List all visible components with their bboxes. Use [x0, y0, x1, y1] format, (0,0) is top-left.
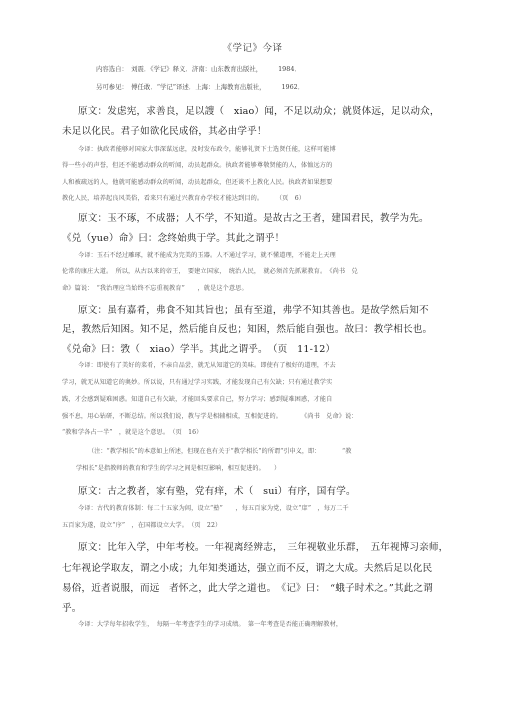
original-text-line: 七年视论学取友，谓之小成；九年知类通达，强立而不反，谓之大成。夫然后足以化民: [62, 563, 433, 574]
original-text-line: 原文：古之教者，家有塾，党有痒，术（ sui）有序，国有学。: [78, 486, 356, 497]
original-text-line: 《兑（yue）命》曰：念终始典于学。其此之谓乎！: [62, 233, 285, 244]
translation-line: 得一些小的声誉，但还不能感动群众的听闻，动员起群众。执政者能够尊敬贤能的人，体恤远方的: [62, 162, 333, 169]
original-text-line: 原文：虽有嘉肴，弗食不知其旨也；虽有至道，弗学不知其善也。是故学然后知不: [78, 305, 429, 316]
note-line: 学相长”是指教师的教育和学生的学习之间是相互影响，相互促进的。 ）: [76, 465, 281, 472]
translation-line: 教化人民，培养起良风美俗，看来只有通过兴教育办学校才能达到目的。 （页 6）: [62, 195, 306, 202]
note-line: （注：“教学相长”的本意如上所述，但现在也有关于“教学相长”的所谓“引申义，即： “教: [88, 448, 352, 455]
original-text-line: 足，教然后知困。知不足，然后能自反也；知困，然后能自强也。故曰：教学相长也。: [62, 324, 433, 335]
original-text-line: 原文：比年入学，中年考校。一年视离经辨志， 三年视敬业乐群， 五年视博习亲师，: [78, 542, 449, 553]
translation-line: “教和学各占一半” ，就是这个意思。 （页 16）: [62, 429, 203, 436]
reference-line: 内容选自： 刘震．《学记》释义．济南：山东教育出版社， 1984．: [96, 65, 301, 73]
translation-line: 今译：即使有了美好的菜肴，不亲自品尝，就无从知道它的美味。即使有了极好的道理，不去: [78, 362, 336, 369]
original-text-line: 《兑命》曰：敩（ xiao）学半。其此之谓乎。 （页 11-12）: [62, 344, 336, 355]
original-text-line: 乎。: [62, 603, 82, 614]
translation-line: 人和被疏远的人，他就可能感动群众的听闻，动员起群众，但还谈不上教化人民。执政者如果想要: [62, 179, 333, 186]
translation-line: 今译：玉石不经过雕琢，就不能成为完美的玉器。人不通过学习，就不懂道理，不能走上天理: [78, 252, 336, 259]
translation-line: 伦常的康庄大道。 所以，从古以来的帝王， 要建立国家， 统治人民， 就必须首先抓紧教育。 《尚书 兑: [62, 268, 358, 275]
reference-line: 另可参见： 傅任敢．“学记”译述．上海：上海教育出版社， 1962．: [96, 83, 305, 91]
original-text-line: 未足以化民。君子如欲化民成俗，其必由学乎！: [62, 126, 267, 137]
translation-line: 命》篇说： “我治理应当始终不忘重视教育” ，就是这个意思。: [62, 285, 248, 292]
translation-line: 今译：古代的教育体制：每二十五家为闾，设立“塾” ，每五百家为党，设立“庠” ，每万二千: [78, 505, 349, 512]
translation-line: 强不息，用心钻研，不断总结。所以我们说，教与学是相辅相成，互相促进的。 《尚书 兑命》说：: [62, 413, 358, 420]
translation-line: 今译：执政者能够对国家大事深谋远虑，及时发布政令，能够礼贤下士选贤任能，这样可能博: [78, 146, 336, 153]
translation-line: 今译：大学每年招收学生， 每隔一年考查学生的学习成绩。 第一年考查是否能正确理解教材，: [78, 621, 343, 628]
original-text-line: 原文：玉不琢，不成器；人不学，不知道。是故古之王者，建国君民，教学为先。: [78, 213, 429, 224]
translation-line: 五百家为遂，设立“序” ，在国都设立大学。 （页 22）: [62, 522, 222, 529]
page-title: 《学记》今译: [222, 43, 283, 54]
translation-line: 践，才会感到疑难困惑。知道自己有欠缺，才能回头要求自己，努力学习；感到疑难困惑，才能自: [62, 396, 333, 403]
original-text-line: 易俗，近者说服，而远 者怀之，此大学之道也。 《记》曰： “蛾子时术之。”其此之谓: [62, 583, 433, 594]
translation-line: 学习，就无从知道它的奥妙。所以说，只有通过学习实践，才能发现自己有欠缺；只有通过教学实: [62, 379, 333, 386]
original-text-line: 原文：发虑宪，求善良，足以謏（ xiao）闻，不足以动众；就贤体远，足以动众，: [78, 106, 440, 117]
